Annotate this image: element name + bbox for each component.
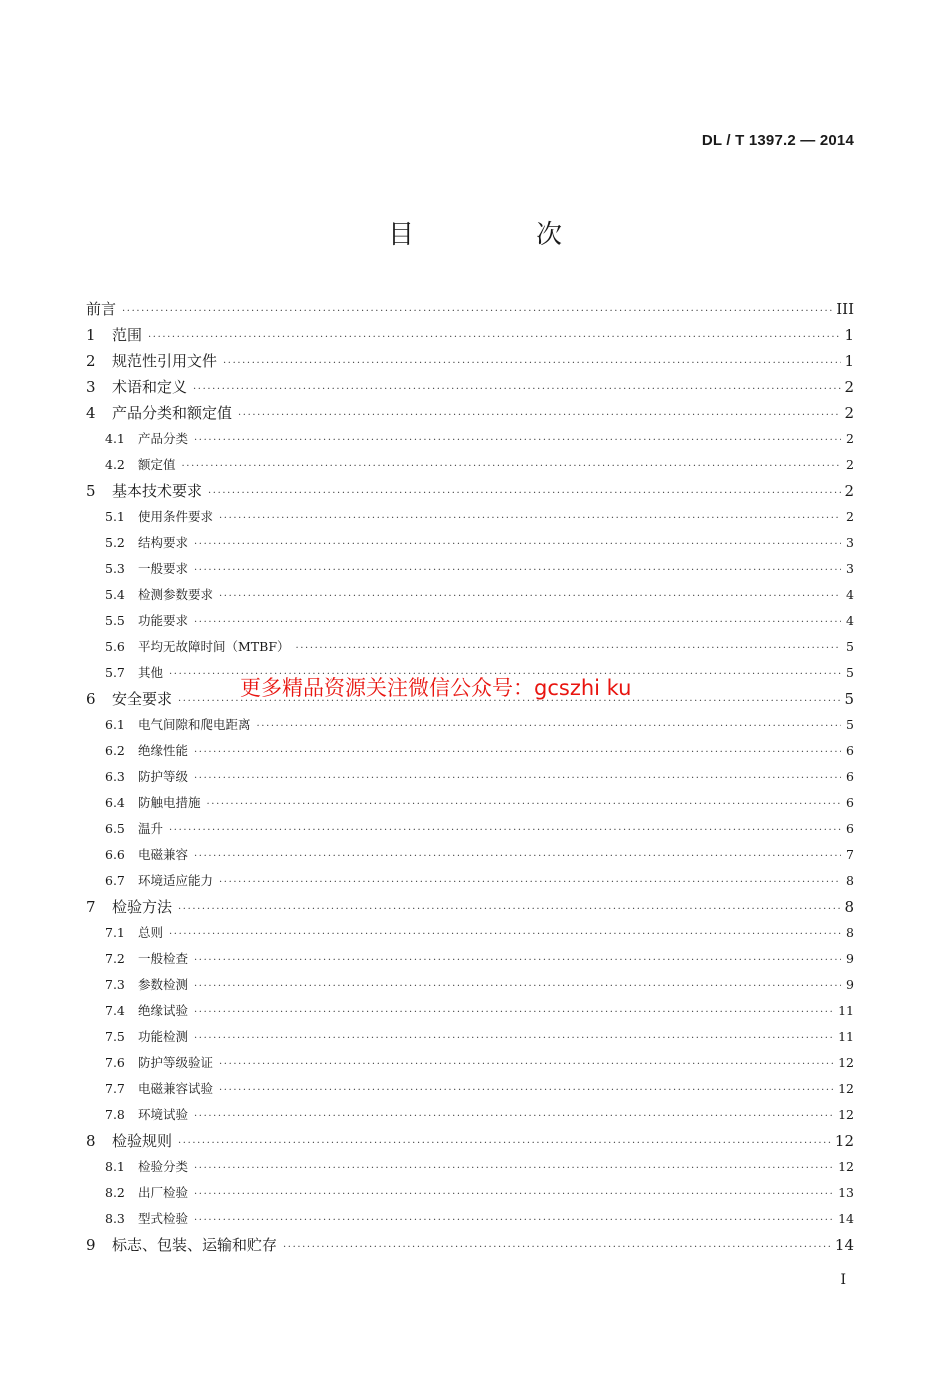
toc-entry-number: 6.7	[105, 873, 125, 888]
toc-entry-number: 6.1	[105, 717, 125, 732]
toc-entry-number: 4.1	[105, 431, 125, 446]
toc-entry-number: 5.3	[105, 561, 125, 576]
toc-entry[interactable]	[86, 1180, 854, 1206]
toc-entry-number: 7.3	[105, 977, 125, 992]
toc-entry-title: 绝缘试验	[138, 1003, 189, 1018]
toc-entry[interactable]	[86, 634, 854, 660]
toc-dot-leader	[194, 974, 841, 1000]
toc-entry[interactable]	[86, 1076, 854, 1102]
toc-dot-leader	[194, 1208, 835, 1234]
toc-entry-page: 7	[846, 847, 854, 862]
toc-entry-number: 6.2	[105, 743, 125, 758]
toc-dot-leader	[219, 584, 841, 610]
toc-entry-title: 检验分类	[138, 1159, 189, 1174]
toc-entry-page: 12	[838, 1055, 854, 1070]
toc-entry-title: 安全要求	[112, 690, 173, 708]
toc-entry[interactable]	[86, 894, 854, 920]
toc-entry-title: 产品分类	[138, 431, 189, 446]
toc-entry-page: 9	[846, 951, 854, 966]
toc-entry-title: 平均无故障时间（MTBF）	[138, 639, 290, 654]
toc-entry-page: 14	[838, 1211, 854, 1226]
toc-entry[interactable]	[86, 816, 854, 842]
toc-entry[interactable]	[86, 556, 854, 582]
toc-dot-leader	[194, 558, 841, 584]
toc-entry[interactable]	[86, 322, 854, 348]
toc-dot-leader	[169, 922, 841, 948]
toc-entry-title: 检验方法	[112, 898, 173, 916]
toc-dot-leader	[194, 532, 841, 558]
toc-entry-page: 5	[846, 639, 854, 654]
toc-dot-leader	[223, 351, 841, 377]
toc-dot-leader	[194, 428, 841, 454]
toc-entry[interactable]	[86, 1128, 854, 1154]
toc-entry-page: 1	[844, 326, 854, 344]
table-of-contents	[86, 296, 854, 1258]
toc-entry-title: 参数检测	[138, 977, 189, 992]
toc-dot-leader	[193, 377, 841, 403]
toc-entry-title: 防触电措施	[138, 795, 201, 810]
toc-dot-leader	[194, 1026, 835, 1052]
toc-entry-title: 其他	[138, 665, 164, 680]
toc-entry-title: 功能检测	[138, 1029, 189, 1044]
toc-dot-leader	[194, 740, 841, 766]
toc-dot-leader	[219, 1052, 835, 1078]
toc-entry[interactable]	[86, 972, 854, 998]
toc-entry[interactable]	[86, 374, 854, 400]
toc-entry-page: 4	[846, 613, 854, 628]
toc-entry-number: 7.7	[105, 1081, 125, 1096]
toc-entry[interactable]	[86, 790, 854, 816]
toc-entry[interactable]	[86, 478, 854, 504]
toc-dot-leader	[219, 870, 841, 896]
toc-entry-number: 8.1	[105, 1159, 125, 1174]
toc-dot-leader	[122, 299, 833, 325]
toc-entry[interactable]	[86, 608, 854, 634]
toc-dot-leader	[257, 714, 841, 740]
toc-entry-page: 8	[846, 873, 854, 888]
toc-entry-title: 前言	[86, 300, 117, 318]
toc-dot-leader	[194, 948, 841, 974]
toc-entry-title: 一般检查	[138, 951, 189, 966]
toc-entry-title: 电磁兼容	[138, 847, 189, 862]
toc-entry-title: 环境适应能力	[138, 873, 214, 888]
toc-entry-page: 6	[846, 769, 854, 784]
toc-dot-leader	[283, 1235, 832, 1261]
toc-entry-page: 12	[838, 1159, 854, 1174]
toc-dot-leader	[194, 844, 841, 870]
toc-entry-number: 1	[86, 326, 96, 344]
toc-entry-number: 5.4	[105, 587, 125, 602]
toc-entry-number: 7.6	[105, 1055, 125, 1070]
standard-number: DL / T 1397.2 — 2014	[701, 132, 854, 149]
toc-entry-number: 5	[86, 482, 96, 500]
toc-entry-number: 7.2	[105, 951, 125, 966]
toc-dot-leader	[148, 325, 841, 351]
toc-entry[interactable]	[86, 1232, 854, 1258]
toc-entry[interactable]	[86, 452, 854, 478]
toc-entry-number: 4.2	[105, 457, 125, 472]
toc-entry[interactable]	[86, 712, 854, 738]
toc-entry-title: 检测参数要求	[138, 587, 214, 602]
toc-entry[interactable]	[86, 426, 854, 452]
toc-dot-leader	[296, 636, 842, 662]
toc-entry-page: 1	[844, 352, 854, 370]
toc-entry[interactable]	[86, 946, 854, 972]
toc-entry[interactable]	[86, 504, 854, 530]
toc-entry-page: 6	[846, 795, 854, 810]
toc-entry-number: 2	[86, 352, 96, 370]
toc-entry-number: 5.6	[105, 639, 125, 654]
toc-entry-number: 5.7	[105, 665, 125, 680]
toc-entry-page: 8	[846, 925, 854, 940]
toc-entry-title: 一般要求	[138, 561, 189, 576]
toc-dot-leader	[208, 481, 841, 507]
toc-entry[interactable]	[86, 920, 854, 946]
toc-entry[interactable]	[86, 868, 854, 894]
toc-entry-title: 型式检验	[138, 1211, 189, 1226]
toc-entry-title: 温升	[138, 821, 164, 836]
watermark-text: 更多精品资源关注微信公众号：gcszhi ku	[240, 676, 632, 700]
toc-entry-number: 7.8	[105, 1107, 125, 1122]
toc-entry-page: 3	[846, 535, 854, 550]
toc-entry-title: 总则	[138, 925, 164, 940]
toc-entry-page: 13	[838, 1185, 854, 1200]
toc-entry-title: 标志、包装、运输和贮存	[112, 1236, 278, 1254]
toc-entry-number: 5.2	[105, 535, 125, 550]
toc-entry-page: 9	[846, 977, 854, 992]
toc-entry-title: 绝缘性能	[138, 743, 189, 758]
toc-entry-number: 7	[86, 898, 96, 916]
toc-entry-page: 2	[846, 509, 854, 524]
toc-entry[interactable]	[86, 400, 854, 426]
toc-entry-page: 12	[838, 1081, 854, 1096]
toc-entry-title: 使用条件要求	[138, 509, 214, 524]
toc-entry-page: 11	[838, 1029, 854, 1044]
toc-entry-title: 防护等级验证	[138, 1055, 214, 1070]
toc-dot-leader	[194, 1000, 835, 1026]
toc-entry-page: 5	[846, 665, 854, 680]
toc-dot-leader	[178, 1131, 832, 1157]
toc-entry-page: 8	[844, 898, 854, 916]
toc-entry-page: 2	[844, 404, 854, 422]
toc-entry-title: 检验规则	[112, 1132, 173, 1150]
toc-entry-page: 4	[846, 587, 854, 602]
toc-entry-number: 8	[86, 1132, 96, 1150]
toc-entry-number: 5.5	[105, 613, 125, 628]
toc-dot-leader	[194, 610, 841, 636]
toc-dot-leader	[207, 792, 841, 818]
toc-dot-leader	[219, 1078, 835, 1104]
toc-entry-title: 出厂检验	[138, 1185, 189, 1200]
toc-entry-title: 产品分类和额定值	[112, 404, 233, 422]
toc-dot-leader	[219, 506, 841, 532]
toc-entry[interactable]	[86, 738, 854, 764]
toc-entry-title: 电气间隙和爬电距离	[138, 717, 251, 732]
toc-entry[interactable]	[86, 348, 854, 374]
toc-entry-number: 6.5	[105, 821, 125, 836]
toc-entry-page: 2	[846, 431, 854, 446]
toc-dot-leader	[169, 818, 841, 844]
toc-entry[interactable]	[86, 1206, 854, 1232]
toc-entry-title: 防护等级	[138, 769, 189, 784]
toc-entry[interactable]	[86, 764, 854, 790]
toc-entry-number: 3	[86, 378, 96, 396]
toc-dot-leader	[194, 1104, 835, 1130]
toc-entry[interactable]	[86, 296, 854, 322]
toc-entry-number: 6.4	[105, 795, 125, 810]
page-title: 目 次	[387, 220, 610, 250]
toc-entry-number: 7.4	[105, 1003, 125, 1018]
toc-entry-title: 结构要求	[138, 535, 189, 550]
toc-entry[interactable]	[86, 998, 854, 1024]
toc-entry-title: 电磁兼容试验	[138, 1081, 214, 1096]
toc-entry-page: 5	[846, 717, 854, 732]
toc-entry-page: 6	[846, 821, 854, 836]
toc-entry-page: 6	[846, 743, 854, 758]
toc-entry-number: 4	[86, 404, 96, 422]
toc-entry-title: 基本技术要求	[112, 482, 203, 500]
toc-entry-number: 6	[86, 690, 96, 708]
toc-dot-leader	[178, 897, 841, 923]
toc-entry-page: III	[836, 300, 854, 318]
toc-entry-title: 环境试验	[138, 1107, 189, 1122]
toc-entry-page: 14	[834, 1236, 854, 1254]
toc-entry-page: 5	[844, 690, 854, 708]
toc-entry-page: 2	[846, 457, 854, 472]
toc-dot-leader	[194, 1156, 835, 1182]
toc-dot-leader	[238, 403, 841, 429]
toc-entry-number: 5.1	[105, 509, 125, 524]
toc-entry-number: 7.5	[105, 1029, 125, 1044]
toc-entry-title: 规范性引用文件	[112, 352, 218, 370]
toc-dot-leader	[182, 454, 841, 480]
toc-entry-title: 术语和定义	[112, 378, 188, 396]
toc-entry[interactable]	[86, 582, 854, 608]
page-number: I	[840, 1272, 846, 1288]
toc-entry-page: 11	[838, 1003, 854, 1018]
toc-entry[interactable]	[86, 1102, 854, 1128]
toc-entry-title: 范围	[112, 326, 143, 344]
toc-entry-page: 12	[838, 1107, 854, 1122]
toc-dot-leader	[194, 1182, 835, 1208]
toc-entry[interactable]	[86, 1050, 854, 1076]
toc-entry-page: 3	[846, 561, 854, 576]
toc-dot-leader	[194, 766, 841, 792]
toc-entry-page: 2	[844, 378, 854, 396]
toc-entry-page: 12	[834, 1132, 854, 1150]
toc-entry[interactable]	[86, 842, 854, 868]
toc-entry[interactable]	[86, 530, 854, 556]
toc-entry-number: 9	[86, 1236, 96, 1254]
toc-entry-number: 8.3	[105, 1211, 125, 1226]
toc-entry-page: 2	[844, 482, 854, 500]
toc-entry-number: 8.2	[105, 1185, 125, 1200]
toc-entry[interactable]	[86, 1024, 854, 1050]
toc-entry-number: 6.6	[105, 847, 125, 862]
toc-entry-number: 6.3	[105, 769, 125, 784]
toc-entry-title: 功能要求	[138, 613, 189, 628]
toc-entry-number: 7.1	[105, 925, 125, 940]
toc-entry-title: 额定值	[138, 457, 176, 472]
toc-entry[interactable]	[86, 1154, 854, 1180]
